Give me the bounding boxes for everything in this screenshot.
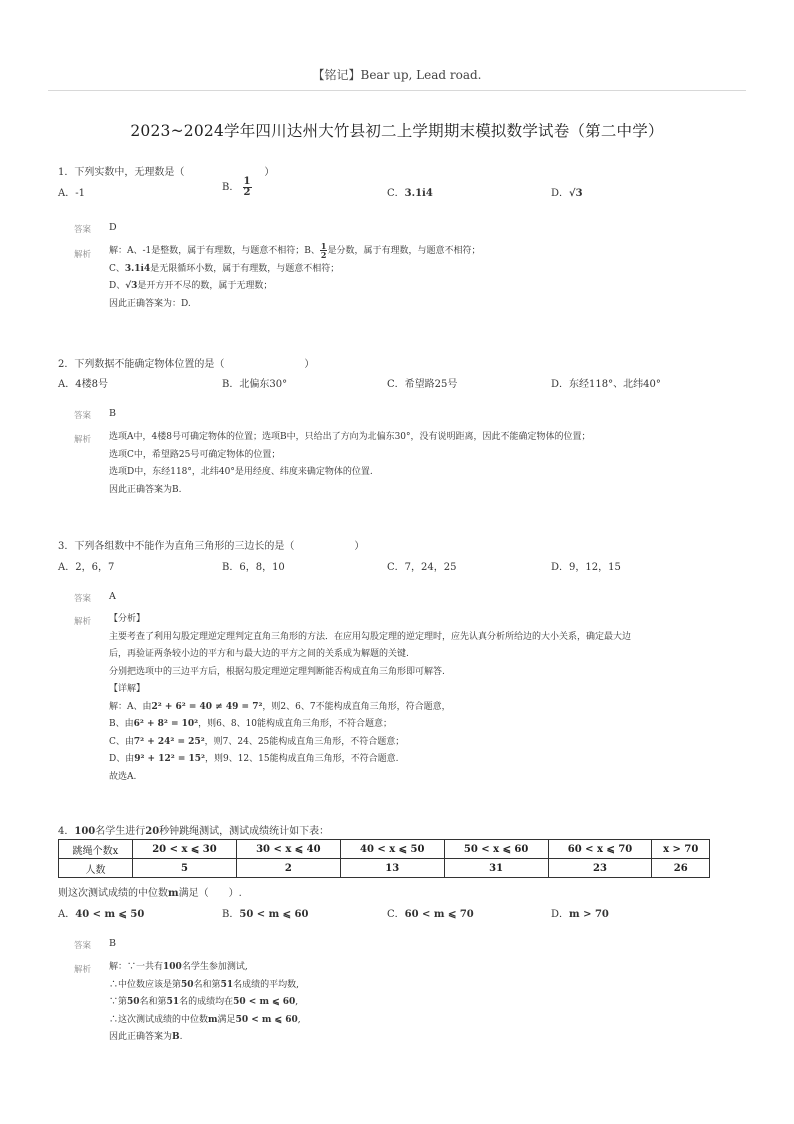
q4-stem [58, 822, 329, 837]
page-motto: 【铭记】Bear up, Lead road. [312, 68, 482, 82]
q4-analysis-l3-post: , [295, 997, 299, 1007]
q1-option-b-numerator: 1 [243, 176, 251, 187]
q3-analysis-label: 解析 [74, 617, 92, 627]
q3-analysis-heading-2: 【详解】 [109, 684, 146, 694]
q3-analysis-a-post: ，则2、6、7不能构成直角三角形，符合题意， [262, 701, 451, 712]
q3-analysis-a-math: 2² + 6² = 40 ≠ 49 = 7² [151, 701, 263, 712]
q3-option-c: C．7，24，25 [387, 562, 457, 573]
q1-answer-label: 答案 [74, 225, 92, 235]
q4-option-d-prefix: D． [551, 909, 570, 920]
table-header-cell: 20 < x ⩽ 30 [133, 840, 237, 859]
q1-analysis-prefix-2: C、 [109, 263, 125, 274]
q4-analysis-l3-b: 51 [166, 997, 180, 1007]
q1-analysis [109, 242, 480, 313]
q4-answer-value: B [109, 938, 116, 949]
q1-analysis-line-2 [109, 261, 480, 279]
q4-analysis-l1-post: 名学生参加测试, [181, 962, 248, 972]
q1-analysis-text-1a: 解：A、-1是整数，属于有理数，与题意不相符；B、 [109, 246, 320, 256]
table-header-cell: 60 < x ⩽ 70 [548, 840, 652, 859]
q4-analysis-l2-mid: 名和第 [193, 979, 221, 990]
q3-analysis-c-post: ，则7、24、25能构成直角三角形，不符合题意； [204, 736, 405, 747]
q4-option-d-value: m > 70 [569, 909, 609, 920]
q3-option-d: D．9，12，15 [551, 562, 621, 573]
table-cell: 31 [444, 859, 548, 878]
q4-analysis-l2-post: 名成绩的平均数, [233, 979, 299, 990]
q3-analysis [109, 611, 631, 786]
q1-analysis-text-2: 是无限循环小数，属于有理数，与题意不相符； [150, 263, 340, 274]
q4-analysis-l4-post: , [297, 1014, 301, 1025]
q4-option-a-value: 40 < m ⩽ 50 [75, 909, 145, 920]
q4-followup-post: 满足（ ）. [178, 888, 242, 899]
q4-analysis-l5-pre: 因此正确答案为 [109, 1032, 173, 1042]
q3-analysis-a-pre: 解：A、由 [109, 701, 152, 712]
q3-option-a: A．2，6，7 [58, 562, 115, 573]
q4-followup [58, 884, 242, 899]
q2-stem: 2．下列数据不能确定物体位置的是（ ） [58, 359, 315, 370]
table-cell: 13 [340, 859, 444, 878]
q2-option-c: C．希望路25号 [387, 379, 458, 390]
q1-option-d-prefix: D． [551, 188, 570, 199]
q3-answer-value: A [109, 591, 116, 602]
q1-analysis-math-3: √3 [125, 281, 138, 291]
q1-option-b-prefix: B． [222, 182, 240, 193]
q4-analysis-label: 解析 [74, 965, 92, 975]
q4-analysis-line-5 [109, 1029, 301, 1047]
q4-analysis-l2-a: 50 [181, 979, 194, 990]
q3-analysis-line-2: 后，再验证两条较小边的平方和与最大边的平方之间的关系成为解题的关键. [109, 649, 409, 659]
table-row [59, 859, 710, 878]
table-cell: 26 [652, 859, 710, 878]
q1-option-d-value: √3 [569, 188, 583, 199]
q2-analysis-label: 解析 [74, 435, 92, 445]
q1-analysis-math-2: 3.1i̇4̇ [124, 263, 151, 274]
q3-analysis-heading-1: 【分析】 [109, 614, 146, 624]
table-header-cell: 跳绳个数x [59, 840, 133, 859]
q1-option-b-denominator: 2 [243, 187, 251, 198]
q4-followup-pre: 则这次测试成绩的中位数 [58, 888, 168, 899]
q4-stem-pre: 4． [58, 826, 75, 837]
q4-analysis-l3-pre: ∵第 [109, 997, 128, 1007]
q1-option-c [387, 184, 433, 199]
q1-option-d [551, 184, 583, 199]
q4-option-a [58, 905, 144, 920]
q1-analysis-line-1 [109, 242, 480, 261]
q1-analysis-fraction-den: 2 [320, 250, 327, 260]
q4-analysis-l1-number: 100 [163, 962, 182, 972]
q2-analysis [109, 429, 591, 499]
q2-analysis-line-2: 选项C中，希望路25号可确定物体的位置； [109, 449, 281, 460]
q4-option-a-prefix: A． [58, 909, 76, 920]
q4-analysis [109, 959, 301, 1047]
q4-option-b [222, 905, 308, 920]
q4-analysis-line-3 [109, 994, 301, 1012]
q1-analysis-fraction-num: 1 [320, 241, 327, 251]
table-header-cell: 40 < x ⩽ 50 [340, 840, 444, 859]
q4-stem-number-2: 20 [145, 826, 160, 837]
q4-analysis-l4-pre: ∴这次测试成绩的中位数 [109, 1014, 209, 1025]
table-header-row [59, 840, 710, 859]
q4-option-b-prefix: B． [222, 909, 240, 920]
q2-option-a: A．4楼8号 [58, 379, 108, 390]
q3-analysis-line-c [109, 734, 631, 752]
q1-option-a: A．-1 [58, 188, 85, 199]
page-title: 2023~2024学年四川达州大竹县初二上学期期末模拟数学试卷（第二中学） [130, 122, 664, 140]
q4-analysis-l5-b: B [172, 1032, 180, 1042]
q4-analysis-l4-mid: 满足 [217, 1014, 236, 1025]
q3-analysis-d-pre: D、由 [109, 754, 135, 764]
q4-followup-m: m [168, 888, 179, 899]
q3-analysis-b-pre: B、由 [109, 719, 134, 729]
q4-analysis-line-1 [109, 959, 301, 977]
q3-analysis-line-d [109, 751, 631, 769]
q4-analysis-l5-post: . [179, 1032, 183, 1042]
q3-analysis-b-math: 6² + 8² = 10² [133, 719, 199, 729]
q4-analysis-l3-math: 50 < m ⩽ 60 [233, 997, 296, 1007]
table-cell: 人数 [59, 859, 133, 878]
q4-analysis-l4-math: 50 < m ⩽ 60 [235, 1014, 298, 1025]
q3-analysis-b-post: ，则6、8、10能构成直角三角形，不符合题意； [198, 719, 393, 729]
q4-answer-label: 答案 [74, 941, 92, 951]
q1-analysis-line-4: 因此正确答案为：D. [109, 298, 191, 309]
q1-analysis-prefix-3: D、 [109, 281, 126, 291]
q4-score-table [58, 839, 710, 878]
q3-analysis-line-a [109, 699, 631, 717]
q3-analysis-d-math: 9² + 12² = 15² [134, 754, 205, 764]
table-header-cell: x > 70 [652, 840, 710, 859]
q4-analysis-l3-mid2: 名的成绩均在 [179, 997, 234, 1007]
q4-analysis-line-4 [109, 1012, 301, 1030]
q1-stem: 1．下列实数中，无理数是（ ） [58, 167, 275, 178]
q3-analysis-c-math: 7² + 24² = 25² [133, 736, 205, 747]
q2-analysis-line-1: 选项A中，4楼8号可确定物体的位置；选项B中，只给出了方向为北偏东30°，没有说明距离，因此不能确定物体的位置； [109, 432, 591, 442]
q3-stem: 3．下列各组数中不能作为直角三角形的三边长的是（ ） [58, 541, 365, 552]
q1-analysis-line-3 [109, 278, 480, 296]
q3-analysis-line-1: 主要考查了利用勾股定理逆定理判定直角三角形的方法．在应用勾股定理的逆定理时，应先认真分析所给边的大小关系，确定最大边 [109, 631, 632, 642]
q4-stem-post: 秒钟跳绳测试，测试成绩统计如下表： [159, 826, 330, 837]
q4-option-c-prefix: C． [387, 909, 405, 920]
q4-analysis-l2-pre: ∴中位数应该是第 [109, 979, 182, 990]
q4-option-c [387, 905, 474, 920]
q4-option-c-value: 60 < m ⩽ 70 [404, 909, 474, 920]
q3-analysis-line-end: 故选A. [109, 771, 137, 782]
q3-option-b: B．6，8，10 [222, 562, 285, 573]
table-header-cell: 30 < x ⩽ 40 [236, 840, 340, 859]
q4-analysis-l2-b: 51 [220, 979, 234, 990]
header-divider [48, 90, 746, 91]
q1-answer-value: D [109, 222, 117, 233]
q4-option-b-value: 50 < m ⩽ 60 [239, 909, 309, 920]
table-header-cell: 50 < x ⩽ 60 [444, 840, 548, 859]
q4-analysis-l4-m: m [208, 1014, 218, 1025]
q2-analysis-line-3: 选项D中，东经118°，北纬40°是用经度、纬度来确定物体的位置. [109, 467, 373, 477]
q4-stem-number-1: 100 [74, 826, 96, 837]
q4-option-d [551, 905, 609, 920]
q2-option-b: B．北偏东30° [222, 379, 288, 390]
q4-analysis-l1-pre: 解：∵一共有 [109, 962, 164, 972]
q1-option-c-prefix: C． [387, 188, 405, 199]
q2-answer-label: 答案 [74, 411, 92, 421]
q3-analysis-line-b [109, 716, 631, 734]
q3-analysis-line-3: 分别把选项中的三边平方后，根据勾股定理逆定理判断能否构成直角三角形即可解答. [109, 666, 445, 677]
q4-analysis-l3-mid: 名和第 [139, 997, 167, 1007]
q4-analysis-l3-a: 50 [127, 997, 140, 1007]
q4-analysis-line-2 [109, 977, 301, 995]
table-cell: 2 [236, 859, 340, 878]
table-cell: 5 [133, 859, 237, 878]
q1-option-b-fraction [243, 177, 252, 198]
q2-answer-value: B [109, 408, 116, 419]
q1-analysis-text-3: 是开方开不尽的数，属于无理数； [137, 281, 273, 291]
q1-analysis-label: 解析 [74, 250, 92, 260]
table-cell: 23 [548, 859, 652, 878]
q1-option-b [222, 177, 252, 198]
q3-answer-label: 答案 [74, 594, 92, 604]
q2-analysis-line-4: 因此正确答案为B. [109, 484, 182, 495]
q2-option-d: D．东经118°、北纬40° [551, 379, 661, 390]
q1-option-c-value: 3.1i̇4̇ [404, 188, 433, 199]
q3-analysis-d-post: ，则9、12、15能构成直角三角形，不符合题意. [204, 754, 399, 764]
q4-stem-mid: 名学生进行 [95, 826, 146, 837]
q3-analysis-c-pre: C、由 [109, 736, 134, 747]
q1-analysis-text-1b: 是分数，属于有理数，与题意不相符； [327, 246, 481, 256]
